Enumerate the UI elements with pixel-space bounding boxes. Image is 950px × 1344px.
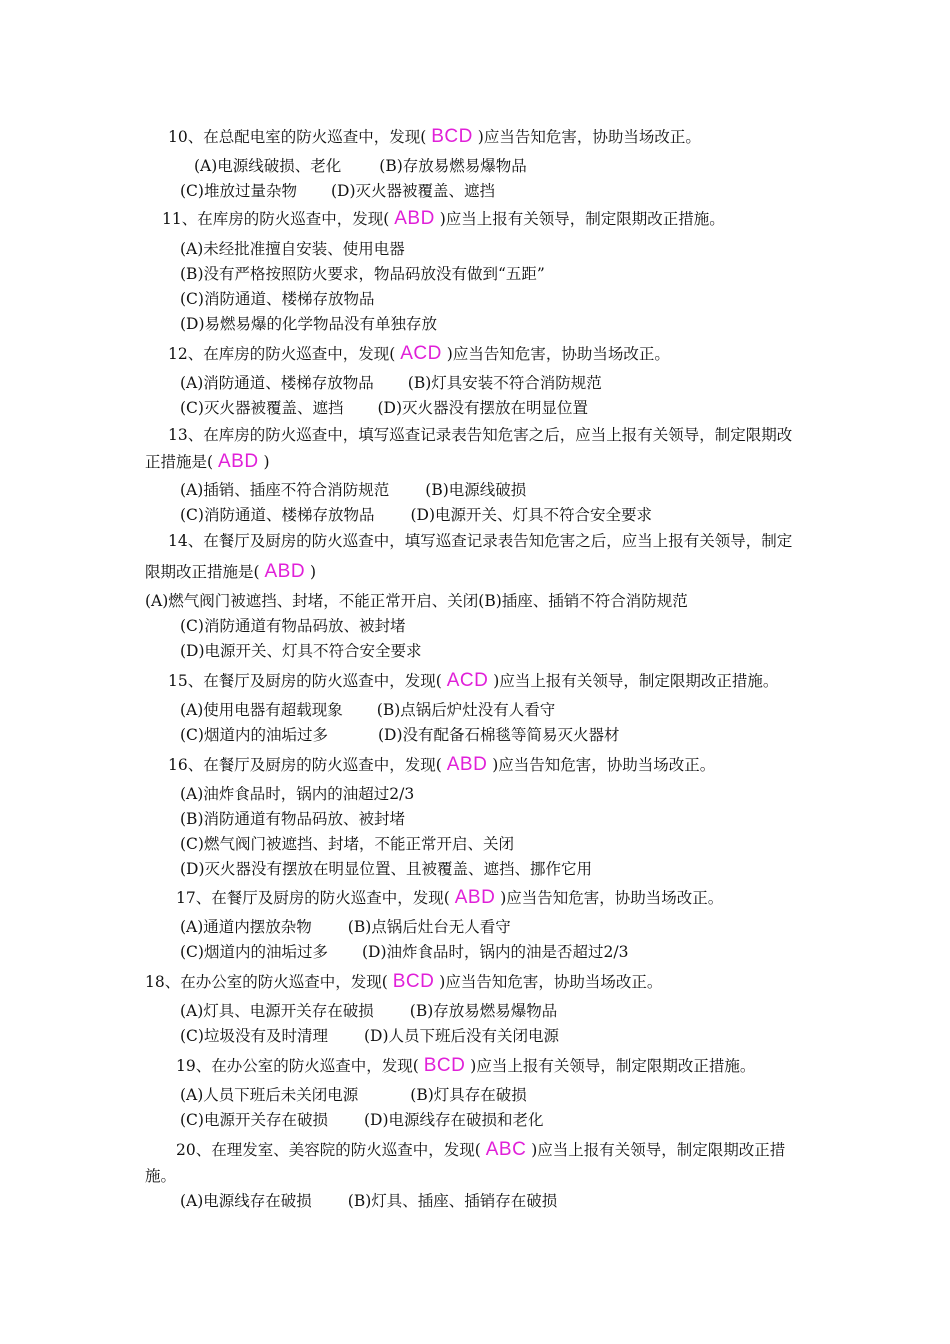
question-number: 17 [176, 889, 196, 907]
option-row [180, 479, 526, 501]
option-d: (D)人员下班后没有关闭电源 [363, 1027, 559, 1045]
option-b: (B)点锅后灶台无人看守 [347, 918, 511, 936]
option-d: (D)电源开关、灯具不符合安全要求 [410, 506, 652, 524]
option-b: (B)灯具、插座、插销存在破损 [347, 1192, 558, 1210]
option-d: (D)灭火器没有摆放在明显位置、且被覆盖、遮挡、挪作它用 [180, 860, 593, 878]
option-c: (C)电源开关存在破损 [180, 1111, 328, 1129]
option-row [180, 724, 620, 746]
option-c: (C)消防通道、楼梯存放物品 [180, 506, 375, 524]
answer-mark: BCD [431, 126, 473, 147]
question-text-tail: )应当告知危害，协助当场改正。 [492, 756, 716, 774]
option-c: (C)燃气阀门被遮挡、封堵，不能正常开启、关闭 [180, 835, 514, 853]
question-16 [168, 754, 715, 776]
question-20 [176, 1139, 785, 1161]
option-b: (B)插座、插销不符合消防规范 [478, 592, 688, 610]
option-a: (A)通道内摆放杂物 [180, 918, 312, 936]
option-d: (D)没有配备石棉毯等简易灭火器材 [377, 726, 620, 744]
option-row [180, 916, 511, 938]
question-text: 、在库房的防火巡查中，发现( [187, 345, 396, 363]
option-row [180, 180, 495, 202]
question-text: 、在理发室、美容院的防火巡查中，发现( [195, 1141, 481, 1159]
option-row [180, 941, 628, 963]
question-text: 、在办公室的防火巡查中，发现( [195, 1057, 419, 1075]
option-row [180, 1025, 559, 1047]
option-a: (A)油炸食品时，锅内的油超过2/3 [180, 785, 415, 803]
question-13-cont [145, 451, 270, 473]
question-text-tail: )应当告知危害，协助当场改正。 [477, 128, 701, 146]
option-c: (C)烟道内的油垢过多 [180, 726, 328, 744]
question-number: 18 [145, 973, 165, 991]
answer-mark: ABD [264, 561, 306, 582]
option-row [180, 372, 602, 394]
option-b: (B)灯具安装不符合消防规范 [407, 374, 602, 392]
option-a: (A)消防通道、楼梯存放物品 [180, 374, 374, 392]
question-19 [176, 1055, 755, 1077]
answer-mark: ACD [400, 343, 442, 364]
option-c: (C)垃圾没有及时清理 [180, 1027, 328, 1045]
question-text-tail: ) [263, 453, 270, 471]
question-text-tail: )应当告知危害，协助当场改正。 [500, 889, 724, 907]
option-c: (C)灭火器被覆盖、遮挡 [180, 399, 344, 417]
option-b: (B)点锅后炉灶没有人看守 [376, 701, 556, 719]
answer-mark: ABD [218, 451, 259, 472]
option-b: (B)电源线破损 [425, 481, 527, 499]
question-17 [176, 887, 723, 909]
option-row [180, 397, 588, 419]
option-b: (B)消防通道有物品码放、被封堵 [180, 810, 405, 828]
question-text: 、在库房的防火巡查中，填写巡查记录表告知危害之后，应当上报有关领导，制定限期改 [187, 426, 793, 444]
question-text-tail: )应当上报有关领导，制定限期改正措 [531, 1141, 786, 1159]
answer-mark: ABD [446, 754, 488, 775]
question-15 [168, 670, 778, 692]
answer-mark: BCD [423, 1055, 466, 1076]
option-a: (A)燃气阀门被遮挡、封堵，不能正常开启、关闭 [145, 592, 479, 610]
option-a: (A)未经批准擅自安装、使用电器 [180, 240, 405, 258]
option-b: (B)灯具存在破损 [410, 1086, 527, 1104]
option-b: (B)存放易燃易爆物品 [409, 1002, 558, 1020]
option-d: (D)电源线存在破损和老化 [363, 1111, 544, 1129]
question-10 [168, 126, 701, 148]
question-text: 、在餐厅及厨房的防火巡查中，发现( [187, 672, 442, 690]
question-text-tail: ) [310, 563, 317, 581]
question-14 [168, 530, 792, 552]
answer-mark: ABC [485, 1139, 527, 1160]
question-number: 12 [168, 345, 188, 363]
option-row [145, 590, 688, 612]
option-a: (A)电源线存在破损 [180, 1192, 312, 1210]
question-number: 19 [176, 1057, 196, 1075]
question-text: 、在总配电室的防火巡查中，发现( [187, 128, 427, 146]
option-row [180, 1000, 557, 1022]
answer-mark: BCD [392, 971, 435, 992]
option-a: (A)灯具、电源开关存在破损 [180, 1002, 374, 1020]
question-text: 、在餐厅及厨房的防火巡查中，发现( [187, 756, 442, 774]
option-row [180, 504, 652, 526]
question-number: 16 [168, 756, 188, 774]
question-text-tail: )应当上报有关领导，制定限期改正措施。 [439, 210, 725, 228]
option-a: (A)人员下班后未关闭电源 [180, 1086, 359, 1104]
option-c: (C)消防通道有物品码放、被封堵 [180, 617, 406, 635]
option-row [180, 699, 555, 721]
question-text-tail: )应当告知危害，协助当场改正。 [446, 345, 670, 363]
question-text-tail: )应当上报有关领导，制定限期改正措施。 [493, 672, 779, 690]
option-d: (D)油炸食品时，锅内的油是否超过2/3 [361, 943, 629, 961]
option-row [180, 1190, 557, 1212]
question-number: 11 [162, 210, 182, 228]
option-d: (D)电源开关、灯具不符合安全要求 [180, 642, 422, 660]
option-a: (A)电源线破损、老化 [194, 157, 342, 175]
option-c: (C)堆放过量杂物 [180, 182, 297, 200]
question-number: 13 [168, 426, 188, 444]
question-12 [168, 343, 670, 365]
option-row [180, 1084, 527, 1106]
option-b: (B)没有严格按照防火要求，物品码放没有做到“五距” [180, 265, 545, 283]
option-a: (A)使用电器有超载现象 [180, 701, 343, 719]
question-text: 限期改正措施是( [145, 563, 260, 581]
question-text-tail: )应当告知危害，协助当场改正。 [439, 973, 663, 991]
option-c: (C)烟道内的油垢过多 [180, 943, 328, 961]
question-14-cont [145, 561, 316, 583]
question-text: 、在办公室的防火巡查中，发现( [164, 973, 388, 991]
option-c: (C)消防通道、楼梯存放物品 [180, 290, 375, 308]
option-d: (D)灭火器没有摆放在明显位置 [377, 399, 588, 417]
question-number: 15 [168, 672, 188, 690]
question-20-cont: 施。 [145, 1167, 177, 1185]
question-number: 14 [168, 532, 188, 550]
question-text: 、在库房的防火巡查中，发现( [181, 210, 390, 228]
answer-mark: ABD [394, 208, 435, 229]
question-number: 10 [168, 128, 188, 146]
option-b: (B)存放易燃易爆物品 [379, 157, 527, 175]
question-11 [162, 208, 725, 230]
question-number: 20 [176, 1141, 196, 1159]
question-text-tail: )应当上报有关领导，制定限期改正措施。 [470, 1057, 756, 1075]
option-a: (A)插销、插座不符合消防规范 [180, 481, 390, 499]
question-text: 、在餐厅及厨房的防火巡查中，发现( [195, 889, 450, 907]
option-row [180, 1109, 544, 1131]
question-text: 、在餐厅及厨房的防火巡查中，填写巡查记录表告知危害之后，应当上报有关领导，制定 [187, 532, 793, 550]
option-d: (D)易燃易爆的化学物品没有单独存放 [180, 315, 438, 333]
question-13 [168, 424, 792, 446]
question-text: 正措施是( [145, 453, 214, 471]
answer-mark: ABD [454, 887, 496, 908]
question-18 [145, 971, 662, 993]
option-row [194, 155, 527, 177]
option-d: (D)灭火器被覆盖、遮挡 [330, 182, 495, 200]
answer-mark: ACD [446, 670, 489, 691]
